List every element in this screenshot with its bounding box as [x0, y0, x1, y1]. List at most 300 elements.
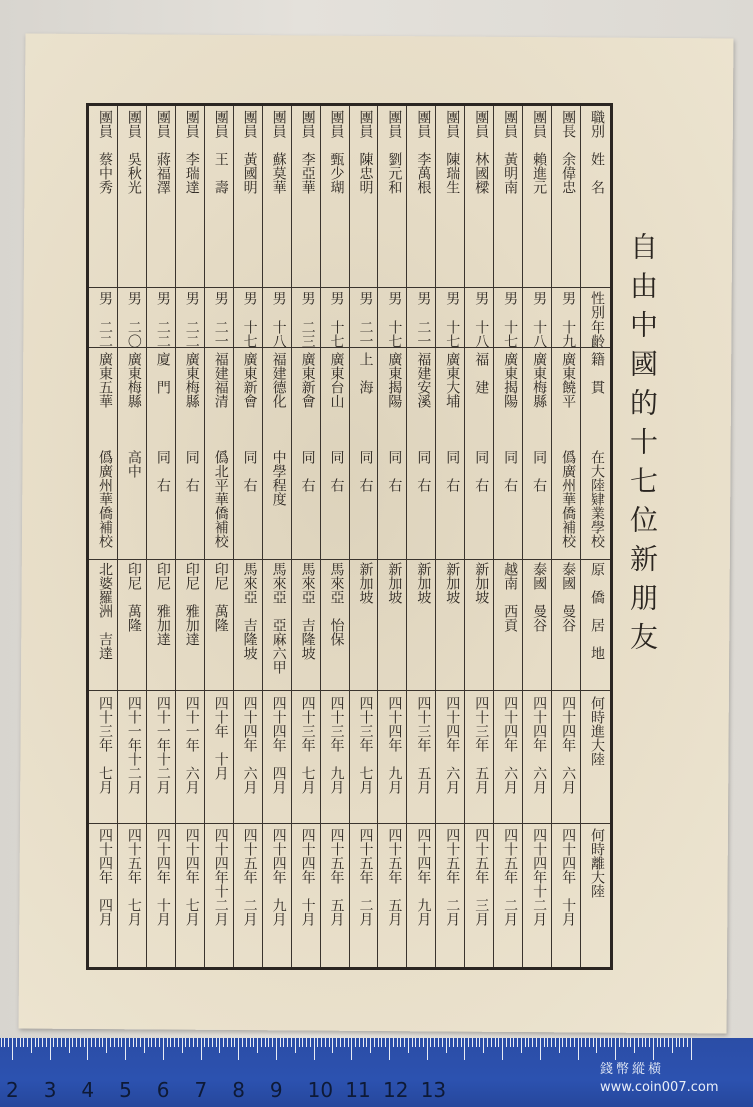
cell-residence: 新加坡	[357, 562, 374, 604]
ruler-tick	[253, 1038, 254, 1047]
cell-age: 二一	[212, 320, 229, 348]
cell-leave: 四十五年 五月	[328, 828, 345, 926]
ruler-tick	[464, 1038, 465, 1060]
cell-name: 甄少瑚	[328, 152, 345, 194]
ruler-tick	[246, 1038, 247, 1047]
cell-age: 十八	[473, 320, 490, 348]
ruler-tick	[129, 1038, 130, 1047]
ruler-tick	[280, 1038, 281, 1047]
cell-enter: 四十年 十月	[212, 696, 229, 780]
ruler-tick	[102, 1038, 103, 1047]
cell-enter: 四十三年 五月	[415, 696, 432, 794]
cell-enter: 四十四年 四月	[270, 696, 287, 794]
ruler-tick	[638, 1038, 639, 1047]
cell-school: 高中	[125, 450, 142, 478]
ruler-tick	[118, 1038, 119, 1047]
ruler-tick	[212, 1038, 213, 1047]
ruler-tick	[363, 1038, 364, 1047]
ruler-tick	[72, 1038, 73, 1047]
ruler-number: 5	[119, 1078, 132, 1102]
cell-origin: 廣東台山	[328, 352, 345, 408]
cell-origin: 廣東揭陽	[502, 352, 519, 408]
cell-sex: 男	[270, 291, 287, 305]
ruler-tick	[125, 1038, 126, 1060]
ruler-tick	[381, 1038, 382, 1047]
ruler-tick	[38, 1038, 39, 1047]
ruler-tick	[536, 1038, 537, 1047]
cell-school: 僞北平華僑補校	[212, 450, 229, 548]
ruler-tick	[510, 1038, 511, 1047]
header-column	[580, 106, 610, 967]
ruler-tick	[348, 1038, 349, 1047]
ruler-number: 12	[383, 1078, 409, 1102]
ruler-tick	[95, 1038, 96, 1047]
ruler-tick	[446, 1038, 447, 1053]
cell-sex: 男	[357, 291, 374, 305]
ruler-tick	[559, 1038, 560, 1053]
ruler-tick	[408, 1038, 409, 1053]
ruler-number: 3	[43, 1078, 57, 1102]
ruler-tick	[483, 1038, 484, 1053]
cell-origin: 廣東饒平	[560, 352, 577, 408]
ruler-tick	[238, 1038, 239, 1060]
ruler-tick	[593, 1038, 594, 1047]
cell-age: 十八	[531, 320, 548, 348]
ruler-tick	[649, 1038, 650, 1047]
ruler-tick	[340, 1038, 341, 1047]
cell-age: 二〇	[125, 320, 142, 348]
ruler-tick	[427, 1038, 428, 1060]
ruler-tick	[517, 1038, 518, 1047]
ruler-tick	[329, 1038, 330, 1047]
cell-age: 十八	[270, 320, 287, 348]
cell-position: 團員	[183, 110, 200, 138]
ruler-tick	[76, 1038, 77, 1047]
cell-enter: 四十一年十二月	[154, 696, 171, 794]
cell-enter: 何時進大陸	[589, 696, 605, 766]
ruler-tick	[479, 1038, 480, 1047]
ruler-tick	[397, 1038, 398, 1047]
cell-position: 團員	[415, 110, 432, 138]
ruler-tick	[223, 1038, 224, 1047]
ruler-tick	[502, 1038, 503, 1060]
cell-residence: 馬來亞 亞麻六甲	[270, 562, 287, 674]
cell-residence: 新加坡	[444, 562, 461, 604]
ruler-tick	[623, 1038, 624, 1047]
ruler-tick	[227, 1038, 228, 1047]
cell-position: 團員	[125, 110, 142, 138]
ruler-tick	[144, 1038, 145, 1053]
ruler-tick	[412, 1038, 413, 1047]
ruler-tick	[498, 1038, 499, 1047]
cell-age: 二一	[415, 320, 432, 348]
table-row	[262, 106, 292, 967]
ruler-tick	[314, 1038, 315, 1060]
ruler-tick	[4, 1038, 5, 1047]
ruler-tick	[133, 1038, 134, 1047]
ruler-tick	[23, 1038, 24, 1047]
cell-position: 團員	[531, 110, 548, 138]
cell-origin: 廣東新會	[241, 352, 258, 408]
cell-enter: 四十三年 九月	[328, 696, 345, 794]
ruler-tick	[170, 1038, 171, 1047]
cell-school: 同 右	[299, 450, 316, 492]
ruler-tick	[366, 1038, 367, 1047]
ruler-tick	[495, 1038, 496, 1047]
ruler-tick	[295, 1038, 296, 1053]
ruler-tick	[544, 1038, 545, 1047]
ruler-tick	[189, 1038, 190, 1047]
ruler-number: 4	[81, 1078, 95, 1102]
cell-residence: 越南 西貢	[502, 562, 519, 632]
ruler-tick	[419, 1038, 420, 1047]
table-row	[551, 106, 581, 967]
ruler-tick	[400, 1038, 401, 1047]
cell-name: 姓 名	[589, 152, 605, 194]
cell-enter: 四十三年 五月	[473, 696, 490, 794]
cell-residence: 馬來亞 吉隆坡	[299, 562, 316, 660]
table-row	[435, 106, 465, 967]
cell-leave: 四十五年 二月	[241, 828, 258, 926]
cell-name: 黃明南	[502, 152, 519, 194]
cell-position: 團員	[96, 110, 113, 138]
cell-leave: 四十五年 二月	[444, 828, 461, 926]
cell-school: 同 右	[154, 450, 171, 492]
cell-name: 李瑞達	[183, 152, 200, 194]
ruler-tick	[351, 1038, 352, 1060]
cell-age: 二二	[183, 320, 200, 348]
cell-origin: 廣東大埔	[444, 352, 461, 408]
cell-residence: 泰國 曼谷	[531, 562, 548, 632]
cell-residence: 新加坡	[415, 562, 432, 604]
cell-leave: 四十四年 十月	[154, 828, 171, 926]
cell-position: 團員	[241, 110, 258, 138]
ruler-number: 7	[194, 1078, 208, 1102]
ruler-tick	[513, 1038, 514, 1047]
ruler-tick	[404, 1038, 405, 1047]
ruler-tick	[20, 1038, 21, 1047]
ruler-tick	[201, 1038, 202, 1060]
cell-sex: 男	[502, 291, 519, 305]
cell-school: 同 右	[328, 450, 345, 492]
ruler-tick	[257, 1038, 258, 1053]
cell-position: 團員	[357, 110, 374, 138]
ruler-tick	[53, 1038, 54, 1047]
ruler-tick	[231, 1038, 232, 1047]
ruler-tick	[283, 1038, 284, 1047]
cell-position: 團員	[212, 110, 229, 138]
ruler-tick	[57, 1038, 58, 1047]
ruler-tick	[325, 1038, 326, 1047]
ruler-tick	[216, 1038, 217, 1047]
cell-residence: 印尼 萬隆	[212, 562, 229, 632]
ruler-tick	[442, 1038, 443, 1047]
ruler-tick	[265, 1038, 266, 1047]
cell-leave: 四十五年 二月	[357, 828, 374, 926]
ruler-tick	[468, 1038, 469, 1047]
cell-origin: 廣東梅縣	[183, 352, 200, 408]
cell-enter: 四十三年 七月	[299, 696, 316, 794]
cell-origin: 廣東五華	[96, 352, 113, 408]
cell-school: 同 右	[183, 450, 200, 492]
cell-leave: 四十五年 七月	[125, 828, 142, 926]
cell-residence: 印尼 雅加達	[183, 562, 200, 646]
cell-sex: 男	[328, 291, 345, 305]
cell-position: 團長	[560, 110, 577, 138]
ruler-tick	[434, 1038, 435, 1047]
ruler-tick	[99, 1038, 100, 1047]
cell-leave: 四十四年 七月	[183, 828, 200, 926]
cell-position: 團員	[154, 110, 171, 138]
ruler-tick	[653, 1038, 654, 1060]
table-row	[493, 106, 523, 967]
ruler-tick	[355, 1038, 356, 1047]
cell-residence: 馬來亞 怡保	[328, 562, 345, 646]
ruler-tick	[551, 1038, 552, 1047]
ruler-tick	[87, 1038, 88, 1060]
cell-sex: 男	[531, 291, 548, 305]
cell-residence: 馬來亞 吉隆坡	[241, 562, 258, 660]
ruler-tick	[525, 1038, 526, 1047]
ruler-tick	[336, 1038, 337, 1047]
ruler-tick	[540, 1038, 541, 1060]
ruler-tick	[415, 1038, 416, 1047]
cell-age: 十七	[502, 320, 519, 348]
ruler-tick	[155, 1038, 156, 1047]
roster-table	[86, 103, 613, 970]
ruler-tick	[585, 1038, 586, 1047]
ruler-tick	[385, 1038, 386, 1047]
ruler-tick	[80, 1038, 81, 1047]
ruler-tick	[438, 1038, 439, 1047]
cell-sex: 男	[241, 291, 258, 305]
cell-enter: 四十四年 六月	[444, 696, 461, 794]
cell-position: 團員	[444, 110, 461, 138]
cell-residence: 北婆羅洲 吉達	[96, 562, 113, 660]
ruler-tick	[691, 1038, 692, 1060]
ruler-tick	[35, 1038, 36, 1047]
cell-age: 二一	[357, 320, 374, 348]
cell-age: 十七	[328, 320, 345, 348]
cell-enter: 四十一年十二月	[125, 696, 142, 794]
cell-residence: 新加坡	[386, 562, 403, 604]
watermark-url: www.coin007.com	[600, 1080, 719, 1095]
cell-name: 賴進元	[531, 152, 548, 194]
ruler-tick	[140, 1038, 141, 1047]
cell-sex: 男	[183, 291, 200, 305]
ruler-tick	[287, 1038, 288, 1047]
cell-position: 團員	[270, 110, 287, 138]
ruler-tick	[12, 1038, 13, 1060]
ruler-tick	[487, 1038, 488, 1047]
cell-age: 十七	[386, 320, 403, 348]
ruler-tick	[642, 1038, 643, 1047]
ruler-tick	[42, 1038, 43, 1047]
ruler-tick	[151, 1038, 152, 1047]
ruler-tick	[344, 1038, 345, 1047]
cell-origin: 福 建	[473, 352, 490, 394]
ruler-tick	[370, 1038, 371, 1053]
ruler-tick	[528, 1038, 529, 1047]
cell-sex: 男	[154, 291, 171, 305]
ruler-tick	[291, 1038, 292, 1047]
ruler-tick	[61, 1038, 62, 1047]
cell-name: 蘇莫華	[270, 152, 287, 194]
ruler-tick	[630, 1038, 631, 1047]
ruler-number: 9	[269, 1078, 283, 1102]
ruler-tick	[197, 1038, 198, 1047]
cell-enter: 四十四年 六月	[241, 696, 258, 794]
ruler-tick	[321, 1038, 322, 1047]
cell-leave: 四十四年 十月	[299, 828, 316, 926]
cell-residence: 印尼 萬隆	[125, 562, 142, 632]
ruler-tick	[317, 1038, 318, 1047]
ruler-tick	[619, 1038, 620, 1047]
cell-enter: 四十四年 九月	[386, 696, 403, 794]
cell-name: 陳瑞生	[444, 152, 461, 194]
ruler-tick	[302, 1038, 303, 1047]
ruler-tick	[634, 1038, 635, 1053]
cell-name: 李亞華	[299, 152, 316, 194]
watermark-text: 錢幣縱橫	[600, 1062, 665, 1077]
cell-enter: 四十四年 六月	[560, 696, 577, 794]
cell-sex: 男	[444, 291, 461, 305]
cell-leave: 四十五年 三月	[473, 828, 490, 926]
cell-position: 團員	[473, 110, 490, 138]
cell-school: 同 右	[473, 450, 490, 492]
ruler-tick	[234, 1038, 235, 1047]
ruler-tick	[574, 1038, 575, 1047]
cell-name: 吳秋光	[125, 152, 142, 194]
table-row	[233, 106, 263, 967]
ruler-tick	[596, 1038, 597, 1053]
ruler-tick	[46, 1038, 47, 1047]
ruler-tick	[683, 1038, 684, 1047]
ruler-tick	[208, 1038, 209, 1047]
cell-name: 李萬根	[415, 152, 432, 194]
cell-leave: 四十四年十二月	[531, 828, 548, 926]
cell-school: 中學程度	[270, 450, 287, 506]
ruler-tick	[332, 1038, 333, 1053]
cell-name: 余偉忠	[560, 152, 577, 194]
cell-position: 團員	[328, 110, 345, 138]
ruler-tick	[50, 1038, 51, 1060]
ruler-tick	[555, 1038, 556, 1047]
ruler-tick	[178, 1038, 179, 1047]
cell-residence: 印尼 雅加達	[154, 562, 171, 646]
ruler-tick	[268, 1038, 269, 1047]
table-row	[175, 106, 205, 967]
ruler-tick	[449, 1038, 450, 1047]
ruler-tick	[430, 1038, 431, 1047]
ruler-number: 10	[307, 1078, 334, 1102]
cell-name: 王 壽	[212, 152, 229, 194]
ruler-tick	[204, 1038, 205, 1047]
ruler-tick	[272, 1038, 273, 1047]
cell-origin: 廣東梅縣	[125, 352, 142, 408]
ruler-tick	[65, 1038, 66, 1047]
cell-school: 僞廣州華僑補校	[96, 450, 113, 548]
ruler-tick	[359, 1038, 360, 1047]
table-row	[349, 106, 379, 967]
cell-enter: 四十三年 七月	[96, 696, 113, 794]
ruler-tick	[174, 1038, 175, 1047]
ruler-tick	[581, 1038, 582, 1047]
ruler-tick	[378, 1038, 379, 1047]
ruler-tick	[562, 1038, 563, 1047]
ruler-tick	[299, 1038, 300, 1047]
cell-origin: 福建安溪	[415, 352, 432, 408]
cell-sex: 男	[415, 291, 432, 305]
ruler-tick	[163, 1038, 164, 1060]
cell-position: 團員	[299, 110, 316, 138]
table-row	[146, 106, 176, 967]
ruler-tick	[310, 1038, 311, 1047]
ruler-tick	[532, 1038, 533, 1047]
cell-position: 團員	[502, 110, 519, 138]
ruler-tick	[182, 1038, 183, 1053]
ruler-tick	[250, 1038, 251, 1047]
ruler-tick	[521, 1038, 522, 1053]
ruler-tick	[393, 1038, 394, 1047]
ruler-tick	[69, 1038, 70, 1053]
ruler-tick	[114, 1038, 115, 1047]
cell-origin: 上 海	[357, 352, 374, 394]
cell-origin: 廣東揭陽	[386, 352, 403, 408]
cell-origin: 廣東新會	[299, 352, 316, 408]
cell-enter: 四十四年 六月	[502, 696, 519, 794]
cell-enter: 四十四年 六月	[531, 696, 548, 794]
ruler-tick	[389, 1038, 390, 1060]
ruler-tick	[148, 1038, 149, 1047]
table-row	[291, 106, 321, 967]
cell-school: 同 右	[241, 450, 258, 492]
ruler-tick	[457, 1038, 458, 1047]
ruler-tick	[84, 1038, 85, 1047]
cell-sex: 男	[386, 291, 403, 305]
cell-age: 二三	[299, 320, 316, 348]
ruler-tick	[578, 1038, 579, 1060]
cell-origin: 福建福清	[212, 352, 229, 408]
cell-leave: 四十五年 五月	[386, 828, 403, 926]
cell-origin: 籍 貫	[589, 352, 605, 394]
ruler-tick	[627, 1038, 628, 1047]
ruler-tick	[193, 1038, 194, 1047]
ruler-number: 6	[156, 1078, 170, 1102]
cell-position: 職別	[589, 110, 605, 138]
cell-school: 同 右	[531, 450, 548, 492]
ruler-tick	[219, 1038, 220, 1053]
cell-leave: 四十五年 二月	[502, 828, 519, 926]
ruler-tick	[547, 1038, 548, 1047]
ruler-tick	[461, 1038, 462, 1047]
ruler-tick	[136, 1038, 137, 1047]
cell-age: 十七	[241, 320, 258, 348]
ruler-number: 2	[6, 1078, 19, 1102]
cell-residence: 泰國 曼谷	[560, 562, 577, 632]
cell-school: 同 右	[357, 450, 374, 492]
ruler-tick	[679, 1038, 680, 1047]
ruler-tick	[306, 1038, 307, 1047]
cell-origin: 廈 門	[154, 352, 171, 394]
cell-position: 團員	[386, 110, 403, 138]
ruler-tick	[611, 1038, 612, 1047]
ruler-tick	[491, 1038, 492, 1047]
ruler-tick	[660, 1038, 661, 1047]
cell-school: 僞廣州華僑補校	[560, 450, 577, 548]
cell-age: 十七	[444, 320, 461, 348]
table-row	[117, 106, 147, 967]
